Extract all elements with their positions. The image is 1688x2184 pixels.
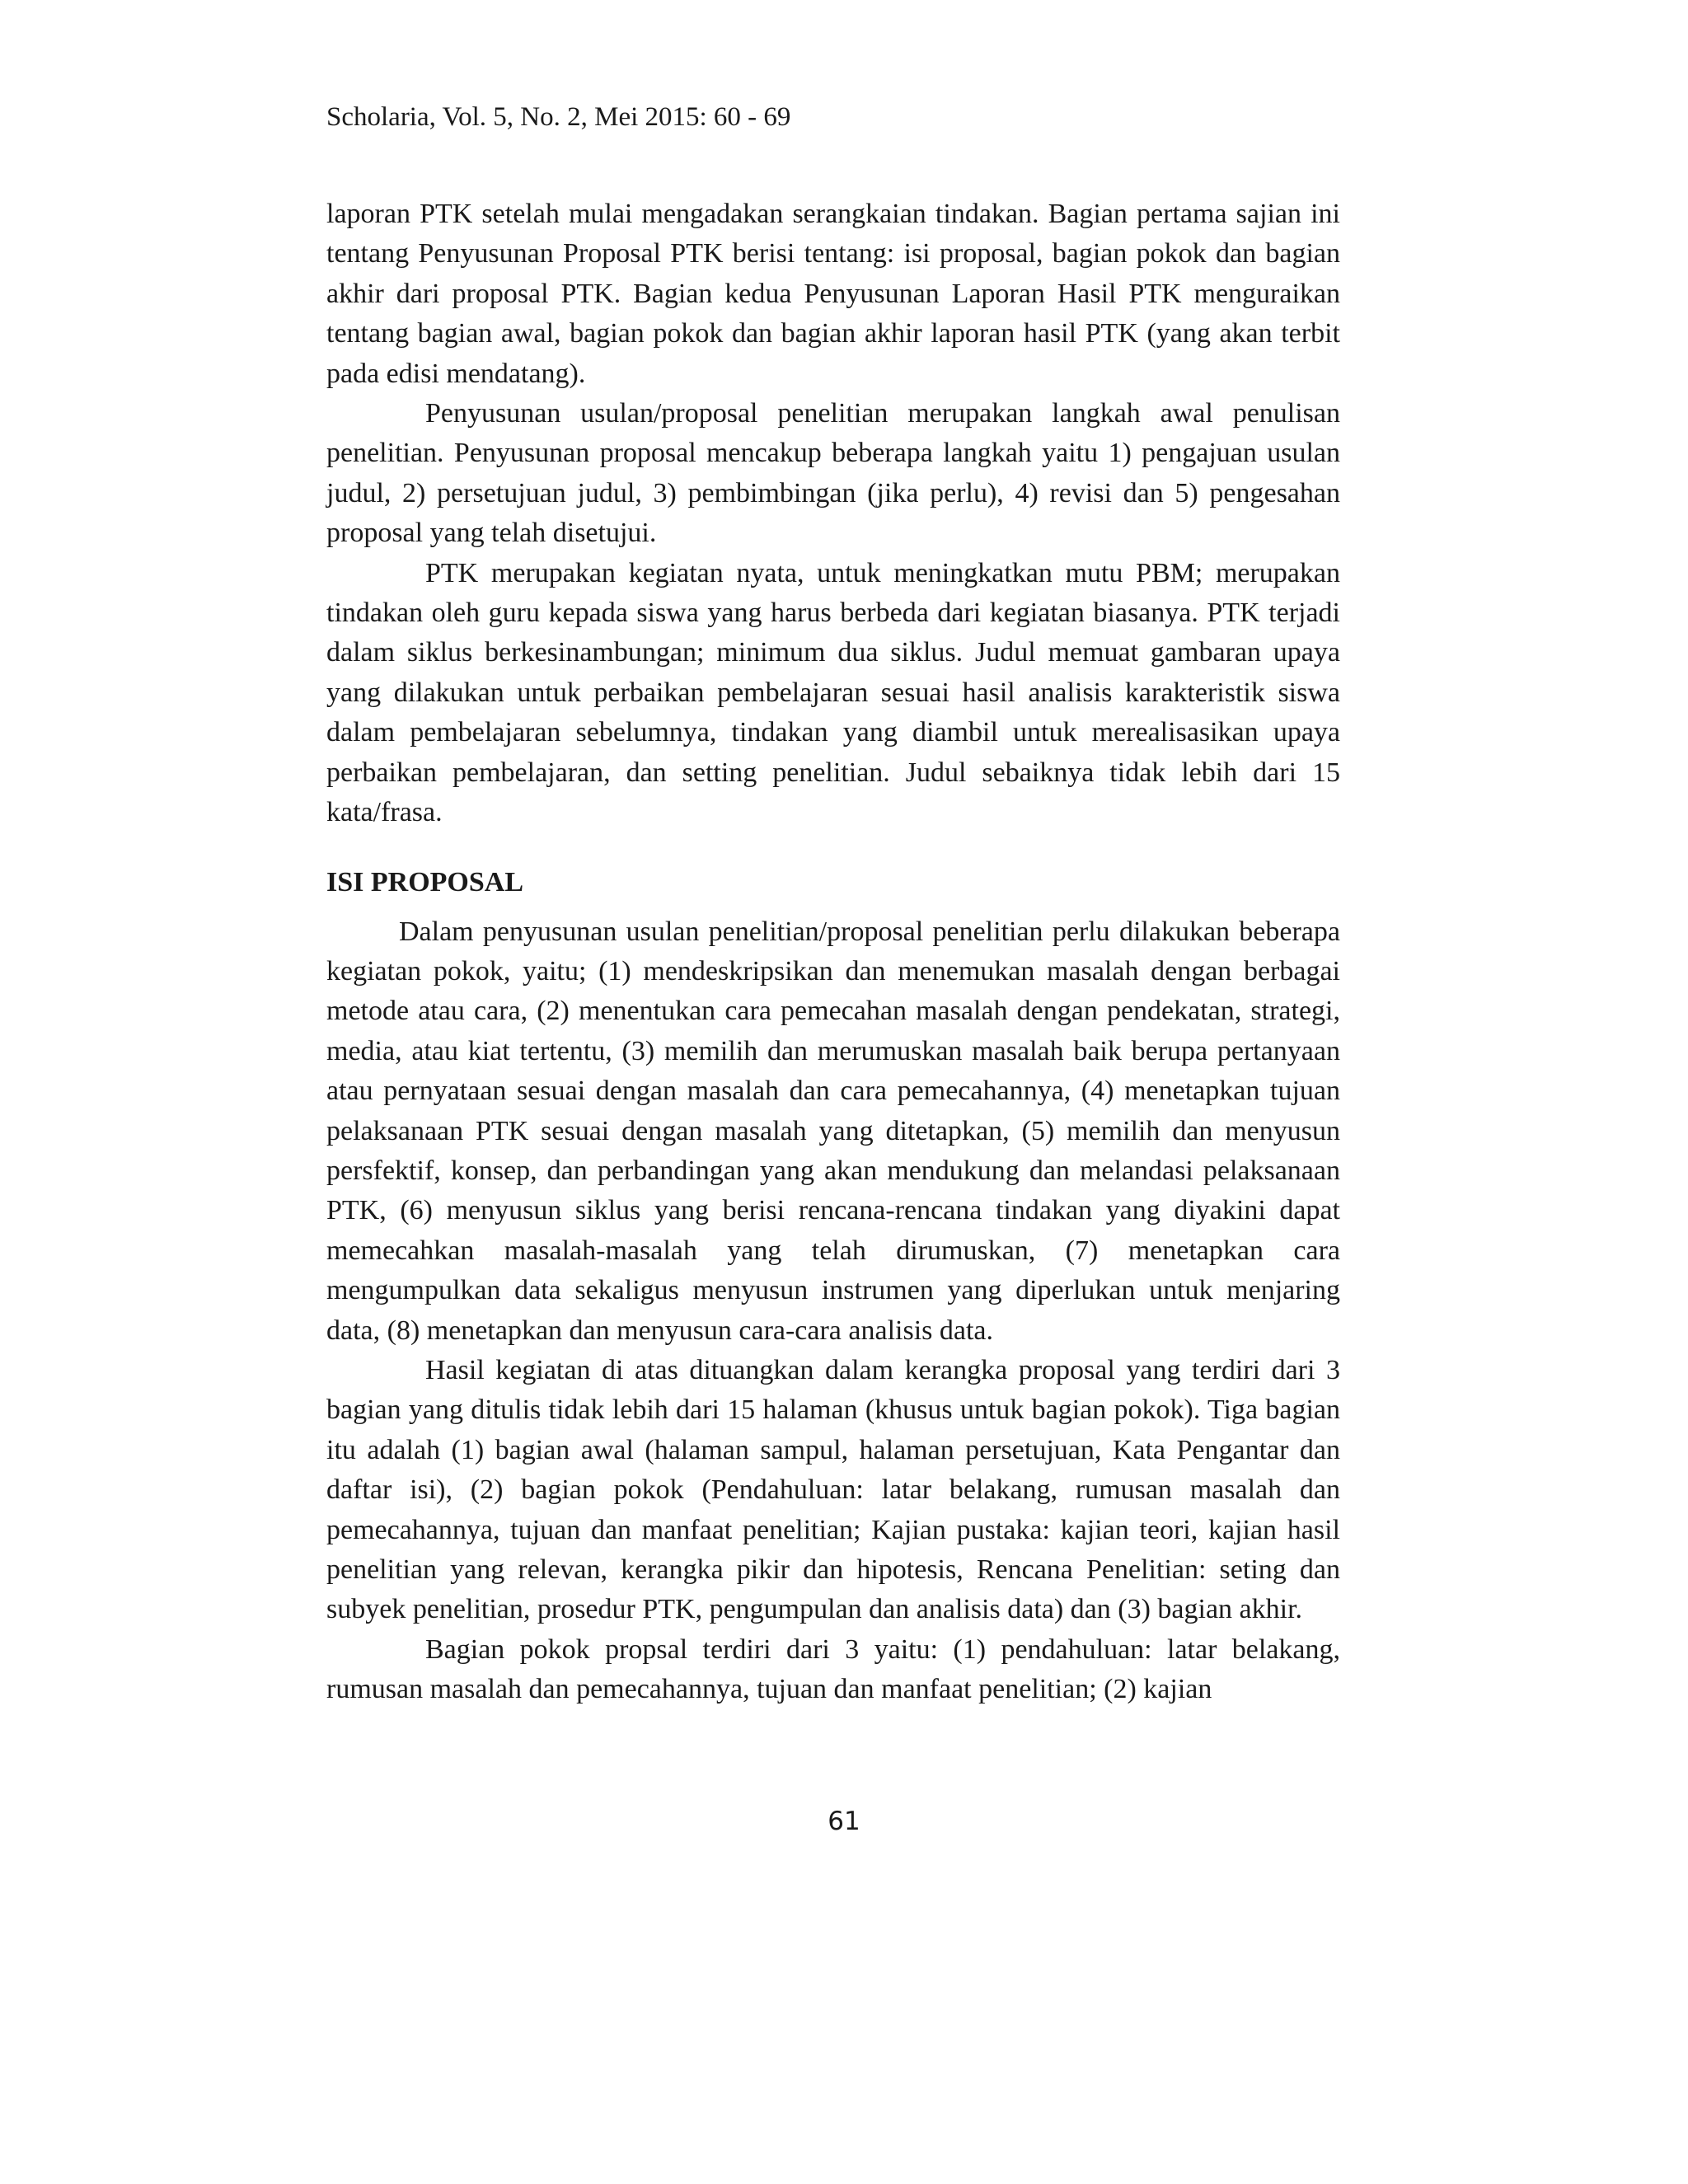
paragraph-main-activities: Dalam penyusunan usulan penelitian/proposal penelitian perlu dilakukan beberapa kegiatan pokok, yaitu; (1) mendeskripsikan dan menemukan masalah dengan berbagai metode atau cara, (2) menentukan cara pemecahan masalah dengan pendekatan, strategi, media, atau kiat tertentu, (3) memilih dan merumuskan masalah baik berupa pertanyaan atau pernyataan sesuai dengan masalah dan cara pemecahannya, (4) menetapkan tujuan pelaksanaan PTK sesuai dengan masalah yang ditetapkan, (5) memilih dan menyusun persfektif, konsep, dan perbandingan yang akan mendukung dan melandasi pelaksanaan PTK, (6) menyusun siklus yang berisi rencana-rencana tindakan yang diyakini dapat memecahkan masalah-masalah yang telah dirumuskan, (7) menetapkan cara mengumpulkan data sekaligus menyusun instrumen yang diperlukan untuk menjaring data, (8) menetapkan dan menyusun cara-cara analisis data.: [326, 916, 1340, 1346]
running-header: Scholaria, Vol. 5, No. 2, Mei 2015: 60 - 69: [326, 102, 791, 132]
paragraph-core-section: Bagian pokok propsal terdiri dari 3 yaitu: (1) pendahuluan: latar belakang, rumusan masalah dan pemecahannya, tujuan dan manfaat penelitian; (2) kajian: [326, 1633, 1340, 1705]
paragraph-continuation: laporan PTK setelah mulai mengadakan serangkaian tindakan. Bagian pertama sajian ini tentang Penyusunan Proposal PTK berisi tentang: isi proposal, bagian pokok dan bagian akhir dari proposal PTK. Bagian kedua Penyusunan Laporan Hasil PTK menguraikan tentang bagian awal, bagian pokok dan bagian akhir laporan hasil PTK (yang akan terbit pada edisi mendatang).: [326, 199, 1340, 389]
page-number: 61: [828, 1807, 860, 1836]
body-text: [326, 194, 1340, 1710]
paragraph-ptk-definition: PTK merupakan kegiatan nyata, untuk meningkatkan mutu PBM; merupakan tindakan oleh guru kepada siswa yang harus berbeda dari kegiatan biasanya. PTK terjadi dalam siklus berkesinambungan; minimum dua siklus. Judul memuat gambaran upaya yang dilakukan untuk perbaikan pembelajaran sesuai hasil analisis karakteristik siswa dalam pembelajaran sebelumnya, tindakan yang diambil untuk merealisasikan upaya perbaikan pembelajaran, dan setting penelitian. Judul sebaiknya tidak lebih dari 15 kata/frasa.: [326, 557, 1340, 828]
paragraph-proposal-framework: Hasil kegiatan di atas dituangkan dalam kerangka proposal yang terdiri dari 3 bagian yang ditulis tidak lebih dari 15 halaman (khusus untuk bagian pokok). Tiga bagian itu adalah (1) bagian awal (halaman sampul, halaman persetujuan, Kata Pengantar dan daftar isi), (2) bagian pokok (Pendahuluan: latar belakang, rumusan masalah dan pemecahannya, tujuan dan manfaat penelitian; Kajian pustaka: kajian teori, kajian hasil penelitian yang relevan, kerangka pikir dan hipotesis, Rencana Penelitian: seting dan subyek penelitian, prosedur PTK, pengumpulan dan analisis data) dan (3) bagian akhir.: [326, 1354, 1340, 1625]
paragraph-proposal-steps: Penyusunan usulan/proposal penelitian merupakan langkah awal penulisan penelitian. Penyusunan proposal mencakup beberapa langkah yaitu 1) pengajuan usulan judul, 2) persetujuan judul, 3) pembimbingan (jika perlu), 4) revisi dan 5) pengesahan proposal yang telah disetujui.: [326, 398, 1340, 549]
section-heading: ISI PROPOSAL: [326, 866, 523, 898]
